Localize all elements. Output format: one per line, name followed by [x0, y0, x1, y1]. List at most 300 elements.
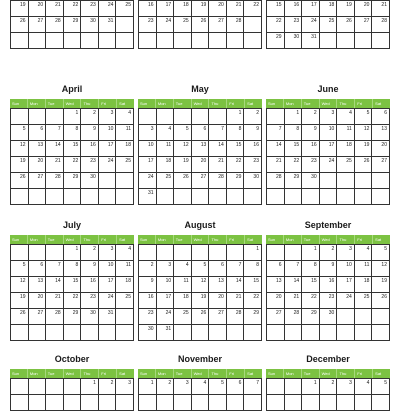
weekday-label: Sat [247, 371, 254, 376]
weekday-label: Sat [247, 237, 254, 242]
day-cell: 5 [372, 245, 390, 261]
weekday-label: Sat [375, 237, 382, 242]
day-cell: 5 [11, 125, 29, 141]
weekday-label: Mon [284, 99, 302, 108]
day-cell [227, 33, 245, 49]
day-cell: 30 [244, 173, 262, 189]
day-cell: 3 [174, 379, 192, 395]
day-cell [81, 395, 99, 411]
day-cell: 30 [320, 309, 338, 325]
weekday-header [10, 99, 134, 108]
weekday-header [266, 369, 390, 378]
day-cell: 27 [372, 157, 390, 173]
day-cell: 19 [11, 1, 29, 17]
day-cell: 6 [267, 261, 285, 277]
day-cell: 16 [302, 141, 320, 157]
day-cell: 27 [29, 173, 47, 189]
day-cell: 8 [302, 261, 320, 277]
day-cell [99, 325, 117, 341]
day-cell: 24 [139, 173, 157, 189]
day-cell [267, 325, 285, 341]
day-cell: 31 [99, 17, 117, 33]
day-cell: 20 [29, 1, 47, 17]
day-cell [227, 325, 245, 341]
day-cell: 14 [209, 141, 227, 157]
day-cell [302, 325, 320, 341]
day-cell: 29 [267, 33, 285, 49]
weekday-label: Sun [266, 99, 284, 108]
day-cell: 4 [116, 109, 134, 125]
day-cell [209, 109, 227, 125]
day-cell: 21 [372, 1, 390, 17]
day-cell: 14 [267, 141, 285, 157]
weekday-label: Tue [174, 369, 192, 378]
weekday-label: Fri [227, 235, 245, 244]
day-cell: 28 [46, 17, 64, 33]
weekday-label: Fri [355, 369, 373, 378]
day-cell: 24 [157, 17, 175, 33]
day-cell: 1 [81, 379, 99, 395]
day-cell [11, 109, 29, 125]
day-cell: 21 [267, 157, 285, 173]
weekday-label: Thu [81, 99, 99, 108]
month-title: October [54, 354, 90, 364]
day-cell [355, 325, 373, 341]
day-cell [64, 395, 82, 411]
day-cell: 19 [355, 141, 373, 157]
day-cell [99, 173, 117, 189]
weekday-header [10, 369, 134, 378]
day-cell [244, 325, 262, 341]
day-cell: 1 [302, 379, 320, 395]
day-cell: 24 [99, 293, 117, 309]
day-cell [116, 395, 134, 411]
day-cell: 24 [302, 17, 320, 33]
weekday-label: Tue [302, 99, 320, 108]
weekday-label: Mon [28, 99, 46, 108]
day-cell: 22 [227, 157, 245, 173]
day-grid [266, 378, 390, 411]
day-cell: 24 [320, 157, 338, 173]
day-cell [139, 245, 157, 261]
day-cell: 8 [285, 125, 303, 141]
day-cell: 30 [81, 309, 99, 325]
day-cell [157, 395, 175, 411]
weekday-label: Mon [156, 369, 174, 378]
day-cell: 23 [81, 293, 99, 309]
day-cell: 2 [81, 109, 99, 125]
day-cell: 10 [139, 141, 157, 157]
day-cell: 19 [174, 157, 192, 173]
day-cell [192, 33, 210, 49]
weekday-label: Fri [99, 369, 117, 378]
day-cell: 10 [99, 125, 117, 141]
weekday-label: Thu [209, 235, 227, 244]
day-cell: 1 [244, 245, 262, 261]
weekday-label: Sun [266, 235, 284, 244]
day-cell: 1 [64, 245, 82, 261]
day-cell: 22 [267, 17, 285, 33]
weekday-label: Thu [337, 99, 355, 108]
day-cell [372, 33, 390, 49]
day-cell: 23 [244, 157, 262, 173]
day-cell: 12 [192, 277, 210, 293]
day-cell: 20 [29, 157, 47, 173]
day-cell [29, 189, 47, 205]
day-cell [157, 109, 175, 125]
weekday-label: Thu [209, 99, 227, 108]
day-cell [355, 395, 373, 411]
day-cell [209, 189, 227, 205]
day-cell: 24 [157, 309, 175, 325]
day-cell: 21 [227, 293, 245, 309]
day-cell [227, 189, 245, 205]
weekday-label: Thu [209, 369, 227, 378]
day-cell: 17 [99, 277, 117, 293]
day-cell: 13 [267, 277, 285, 293]
day-cell: 15 [302, 277, 320, 293]
day-cell: 7 [244, 379, 262, 395]
day-cell [99, 33, 117, 49]
day-cell: 4 [116, 245, 134, 261]
month-title: July [62, 220, 81, 230]
day-cell: 9 [320, 261, 338, 277]
weekday-label: Thu [337, 235, 355, 244]
day-cell [174, 395, 192, 411]
day-cell: 11 [116, 261, 134, 277]
day-cell: 2 [81, 245, 99, 261]
day-cell: 4 [157, 125, 175, 141]
day-cell [192, 189, 210, 205]
day-cell: 14 [46, 277, 64, 293]
day-cell: 6 [209, 261, 227, 277]
day-cell: 18 [116, 141, 134, 157]
day-cell: 28 [46, 173, 64, 189]
day-cell: 12 [11, 141, 29, 157]
day-cell: 21 [209, 157, 227, 173]
day-cell: 11 [157, 141, 175, 157]
day-cell: 23 [285, 17, 303, 33]
weekday-header [266, 235, 390, 244]
day-cell [46, 325, 64, 341]
day-cell: 30 [81, 17, 99, 33]
weekday-label: Tue [174, 235, 192, 244]
month-title: August [184, 220, 216, 230]
day-cell [244, 189, 262, 205]
day-cell: 16 [244, 141, 262, 157]
day-cell: 8 [64, 125, 82, 141]
day-cell: 30 [285, 33, 303, 49]
day-cell: 20 [372, 141, 390, 157]
day-cell [29, 245, 47, 261]
day-cell: 27 [29, 309, 47, 325]
day-cell [267, 379, 285, 395]
weekday-label: Wed [320, 99, 338, 108]
day-cell: 6 [29, 125, 47, 141]
day-cell: 2 [244, 109, 262, 125]
day-cell [116, 189, 134, 205]
day-cell: 14 [227, 277, 245, 293]
day-cell [320, 173, 338, 189]
day-cell: 20 [192, 157, 210, 173]
day-cell: 21 [46, 157, 64, 173]
month-title: May [191, 84, 209, 94]
day-cell: 24 [99, 1, 117, 17]
day-cell: 1 [227, 109, 245, 125]
day-cell [337, 189, 355, 205]
day-cell: 22 [244, 1, 262, 17]
day-cell: 17 [337, 277, 355, 293]
day-cell: 27 [209, 17, 227, 33]
day-cell [29, 395, 47, 411]
day-cell [174, 245, 192, 261]
day-cell [267, 245, 285, 261]
weekday-label: Tue [46, 235, 64, 244]
day-cell: 25 [174, 309, 192, 325]
day-cell [209, 325, 227, 341]
day-cell: 25 [116, 293, 134, 309]
day-cell: 25 [337, 157, 355, 173]
day-cell [99, 395, 117, 411]
day-cell [29, 109, 47, 125]
day-cell [116, 17, 134, 33]
day-cell [355, 189, 373, 205]
day-cell: 22 [64, 1, 82, 17]
day-cell [337, 309, 355, 325]
weekday-label: Mon [284, 235, 302, 244]
weekday-label: Sat [375, 371, 382, 376]
day-cell [174, 33, 192, 49]
day-cell [11, 395, 29, 411]
day-cell [64, 379, 82, 395]
day-cell: 28 [209, 173, 227, 189]
day-cell: 23 [81, 157, 99, 173]
weekday-label: Fri [227, 99, 245, 108]
day-cell [244, 17, 262, 33]
day-cell: 9 [302, 125, 320, 141]
day-cell: 27 [267, 309, 285, 325]
day-cell: 8 [244, 261, 262, 277]
day-cell: 2 [139, 261, 157, 277]
day-cell: 5 [174, 125, 192, 141]
day-cell [355, 309, 373, 325]
day-cell [227, 245, 245, 261]
day-cell: 30 [139, 325, 157, 341]
day-cell [285, 189, 303, 205]
day-cell: 5 [192, 261, 210, 277]
day-cell: 11 [337, 125, 355, 141]
weekday-label: Thu [337, 369, 355, 378]
day-cell: 7 [209, 125, 227, 141]
day-cell: 16 [320, 277, 338, 293]
day-cell [355, 33, 373, 49]
day-grid [266, 108, 390, 205]
day-cell: 18 [174, 293, 192, 309]
day-cell: 4 [174, 261, 192, 277]
day-cell [116, 173, 134, 189]
month-title: June [317, 84, 339, 94]
day-cell [174, 109, 192, 125]
month-title: April [61, 84, 83, 94]
day-cell: 19 [372, 277, 390, 293]
day-cell: 24 [337, 293, 355, 309]
day-cell: 1 [285, 109, 303, 125]
day-cell: 4 [192, 379, 210, 395]
day-cell: 27 [209, 309, 227, 325]
weekday-label: Wed [192, 99, 210, 108]
day-cell: 17 [157, 1, 175, 17]
day-cell [192, 109, 210, 125]
weekday-label: Sat [119, 237, 126, 242]
day-cell: 26 [192, 309, 210, 325]
day-cell [99, 189, 117, 205]
day-cell: 29 [302, 309, 320, 325]
day-cell [267, 189, 285, 205]
day-cell: 21 [46, 1, 64, 17]
day-cell [46, 109, 64, 125]
day-cell: 15 [267, 1, 285, 17]
day-cell [302, 395, 320, 411]
weekday-label: Sat [119, 101, 126, 106]
day-cell: 22 [64, 293, 82, 309]
day-cell [227, 395, 245, 411]
day-grid [138, 244, 262, 341]
weekday-label: Mon [156, 99, 174, 108]
weekday-label: Wed [320, 369, 338, 378]
day-cell: 14 [46, 141, 64, 157]
day-cell [244, 33, 262, 49]
day-grid [10, 378, 134, 411]
weekday-label: Wed [192, 369, 210, 378]
day-grid [10, 108, 134, 205]
day-cell [46, 245, 64, 261]
day-cell [46, 379, 64, 395]
day-cell: 20 [209, 293, 227, 309]
day-cell [372, 395, 390, 411]
day-cell [372, 173, 390, 189]
day-cell [267, 109, 285, 125]
weekday-label: Tue [46, 369, 64, 378]
day-cell [372, 309, 390, 325]
day-cell [337, 173, 355, 189]
day-cell: 17 [302, 1, 320, 17]
day-cell: 27 [192, 173, 210, 189]
weekday-label: Mon [28, 235, 46, 244]
day-cell: 17 [157, 293, 175, 309]
day-cell [81, 325, 99, 341]
day-cell [320, 395, 338, 411]
weekday-label: Wed [320, 235, 338, 244]
day-cell: 16 [139, 293, 157, 309]
day-cell: 26 [372, 293, 390, 309]
day-cell [267, 395, 285, 411]
day-cell: 28 [227, 17, 245, 33]
day-cell: 20 [29, 293, 47, 309]
weekday-label: Fri [355, 99, 373, 108]
day-cell: 12 [355, 125, 373, 141]
day-grid [266, 0, 390, 49]
day-cell [64, 189, 82, 205]
day-cell: 21 [46, 293, 64, 309]
day-cell: 3 [99, 245, 117, 261]
day-cell: 21 [285, 293, 303, 309]
day-cell: 1 [302, 245, 320, 261]
day-cell [46, 395, 64, 411]
day-cell [81, 189, 99, 205]
day-cell: 28 [46, 309, 64, 325]
day-cell: 23 [81, 1, 99, 17]
weekday-label: Tue [302, 235, 320, 244]
day-cell [46, 189, 64, 205]
day-cell [46, 33, 64, 49]
day-cell: 9 [139, 277, 157, 293]
day-cell: 25 [355, 293, 373, 309]
day-cell: 27 [29, 17, 47, 33]
day-cell [285, 379, 303, 395]
day-cell: 20 [355, 1, 373, 17]
weekday-label: Sun [10, 369, 28, 378]
day-cell: 18 [337, 141, 355, 157]
day-cell [11, 189, 29, 205]
day-cell: 26 [11, 309, 29, 325]
day-cell: 23 [139, 17, 157, 33]
day-cell: 26 [174, 173, 192, 189]
day-cell [320, 189, 338, 205]
day-cell: 29 [64, 173, 82, 189]
weekday-label: Tue [174, 99, 192, 108]
day-cell: 13 [192, 141, 210, 157]
day-cell: 3 [139, 125, 157, 141]
day-cell: 22 [244, 293, 262, 309]
day-cell: 19 [11, 293, 29, 309]
day-cell: 29 [64, 17, 82, 33]
day-cell [116, 325, 134, 341]
day-cell: 7 [46, 261, 64, 277]
weekday-header [138, 369, 262, 378]
day-cell: 16 [81, 277, 99, 293]
day-cell [29, 325, 47, 341]
day-cell: 3 [320, 109, 338, 125]
day-cell: 19 [192, 1, 210, 17]
weekday-label: Wed [64, 369, 82, 378]
day-cell: 12 [174, 141, 192, 157]
day-cell: 22 [64, 157, 82, 173]
day-cell: 18 [116, 277, 134, 293]
weekday-label: Sun [138, 99, 156, 108]
day-cell: 7 [46, 125, 64, 141]
weekday-label: Mon [284, 369, 302, 378]
day-cell [11, 245, 29, 261]
day-cell: 26 [192, 17, 210, 33]
day-cell: 14 [285, 277, 303, 293]
day-cell: 28 [267, 173, 285, 189]
day-cell: 2 [320, 379, 338, 395]
day-cell: 5 [209, 379, 227, 395]
day-grid [10, 0, 134, 49]
day-cell: 26 [337, 17, 355, 33]
day-cell: 26 [11, 173, 29, 189]
day-cell: 25 [174, 17, 192, 33]
day-cell [64, 325, 82, 341]
day-cell: 2 [157, 379, 175, 395]
weekday-label: Mon [156, 235, 174, 244]
weekday-header [266, 99, 390, 108]
day-cell: 26 [355, 157, 373, 173]
day-cell [64, 33, 82, 49]
day-cell: 2 [99, 379, 117, 395]
day-cell: 23 [320, 293, 338, 309]
weekday-header [138, 235, 262, 244]
